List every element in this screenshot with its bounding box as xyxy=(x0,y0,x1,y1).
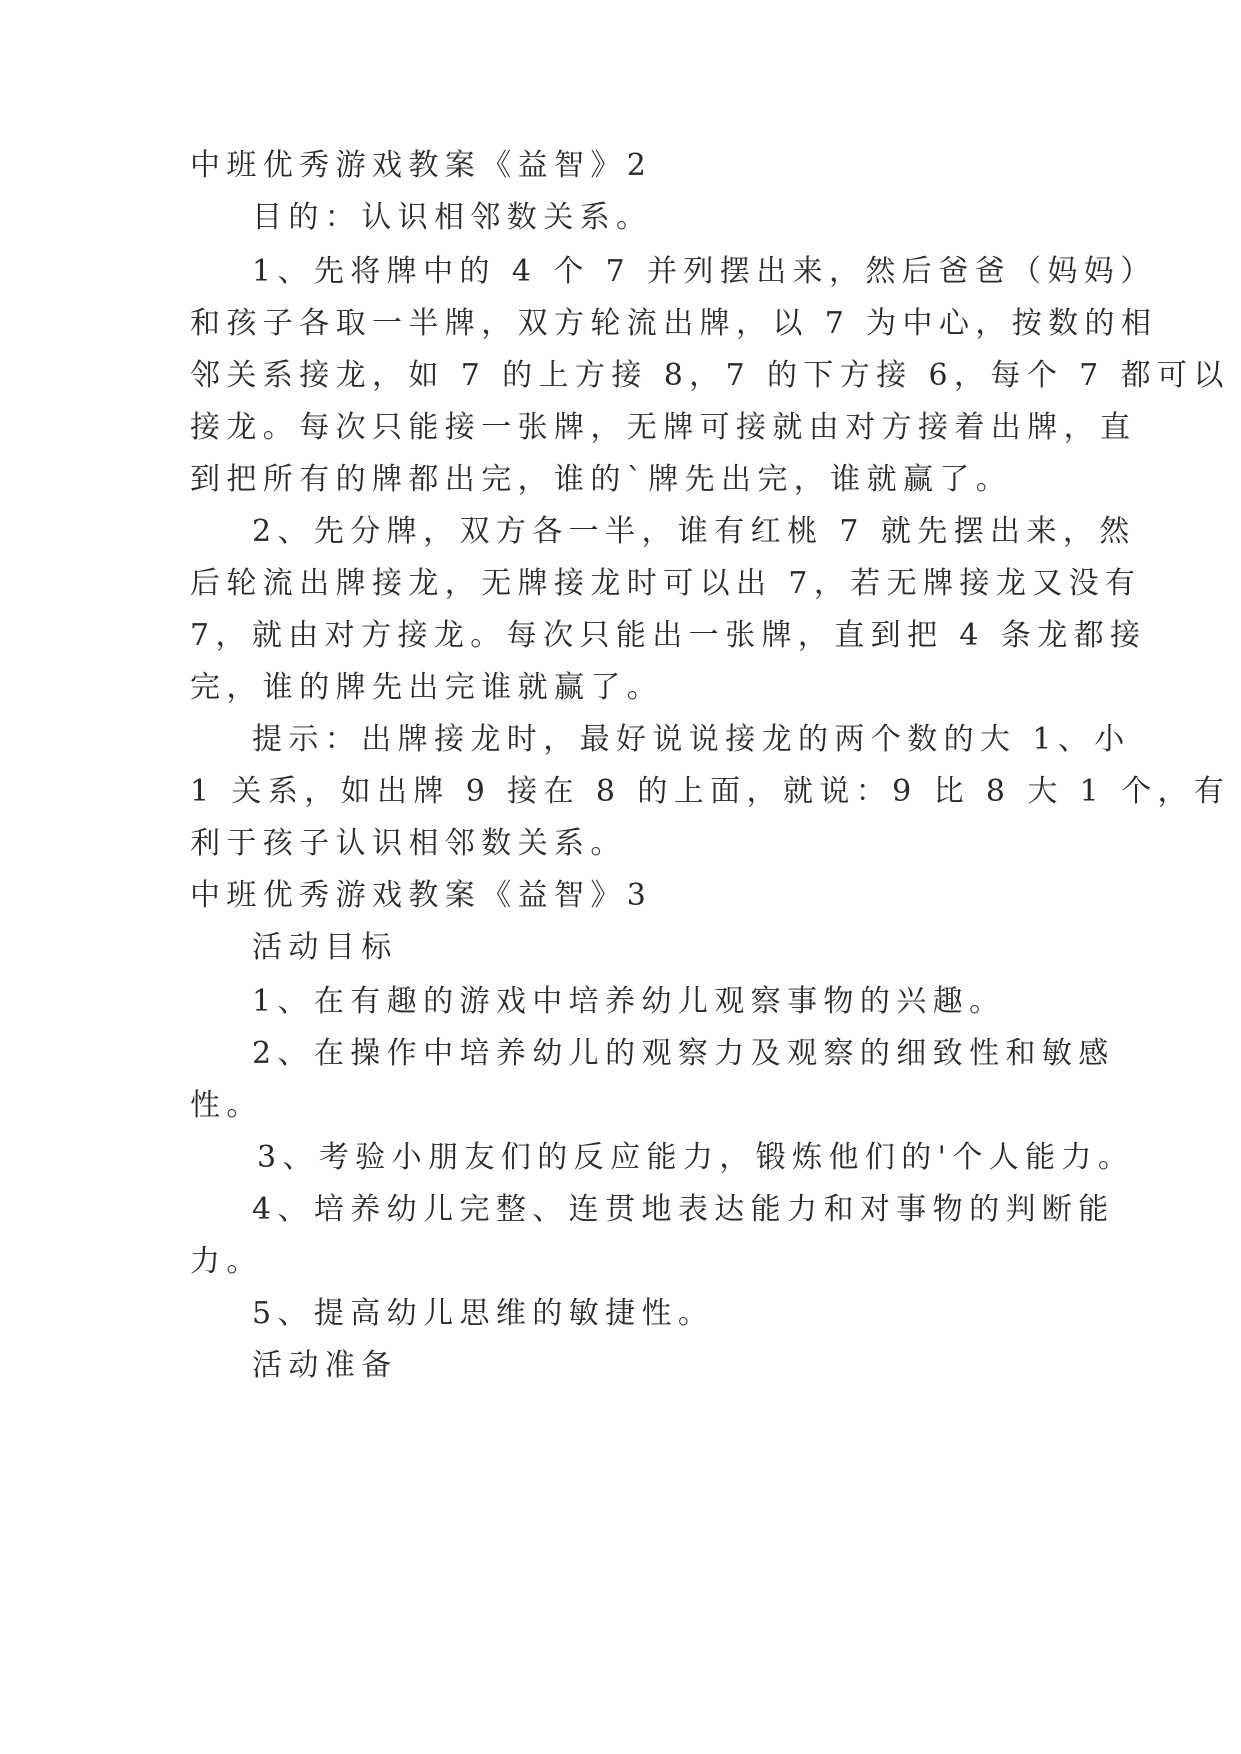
paragraph-line: 和孩子各取一半牌，双方轮流出牌，以 7 为中心，按数的相 xyxy=(190,306,1158,341)
section-title: 中班优秀游戏教案《益智》2 xyxy=(190,148,653,183)
paragraph-line: 后轮流出牌接龙，无牌接龙时可以出 7，若无牌接龙又没有 xyxy=(190,566,1142,601)
tip-line: 提示：出牌接龙时，最好说说接龙的两个数的大 1、小 xyxy=(252,722,1131,757)
paragraph-line: 到把所有的牌都出完，谁的`牌先出完，谁就赢了。 xyxy=(190,462,1013,497)
list-item: 4、培养幼儿完整、连贯地表达能力和对事物的判断能 xyxy=(252,1192,1115,1227)
paragraph-line: 邻关系接龙，如 7 的上方接 8，7 的下方接 6，每个 7 都可以 xyxy=(190,358,1230,393)
paragraph-line: 7，就由对方接龙。每次只能出一张牌，直到把 4 条龙都接 xyxy=(190,618,1147,653)
tip-line: 利于孩子认识相邻数关系。 xyxy=(190,826,627,861)
paragraph-line: 接龙。每次只能接一张牌，无牌可接就由对方接着出牌，直 xyxy=(190,410,1137,445)
subheading: 活动准备 xyxy=(252,1348,398,1383)
goal-line: 目的：认识相邻数关系。 xyxy=(252,200,653,235)
list-item: 5、提高幼儿思维的敏捷性。 xyxy=(252,1296,715,1331)
subheading: 活动目标 xyxy=(252,930,398,965)
paragraph-line: 1、先将牌中的 4 个 7 并列摆出来，然后爸爸（妈妈） xyxy=(252,254,1157,289)
tip-line: 1 关系，如出牌 9 接在 8 的上面，就说：9 比 8 大 1 个，有 xyxy=(190,774,1231,809)
paragraph-line: 完，谁的牌先出完谁就赢了。 xyxy=(190,670,664,705)
list-item-continuation: 性。 xyxy=(190,1088,263,1123)
list-item-continuation: 力。 xyxy=(190,1244,263,1279)
section-title: 中班优秀游戏教案《益智》3 xyxy=(190,878,653,913)
list-item: 2、在操作中培养幼儿的观察力及观察的细致性和敏感 xyxy=(252,1036,1115,1071)
list-item: 1、在有趣的游戏中培养幼儿观察事物的兴趣。 xyxy=(252,984,1006,1019)
paragraph-line: 2、先分牌，双方各一半，谁有红桃 7 就先摆出来，然 xyxy=(252,514,1136,549)
list-item: 3、考验小朋友们的反应能力，锻炼他们的'个人能力。 xyxy=(257,1140,1135,1175)
